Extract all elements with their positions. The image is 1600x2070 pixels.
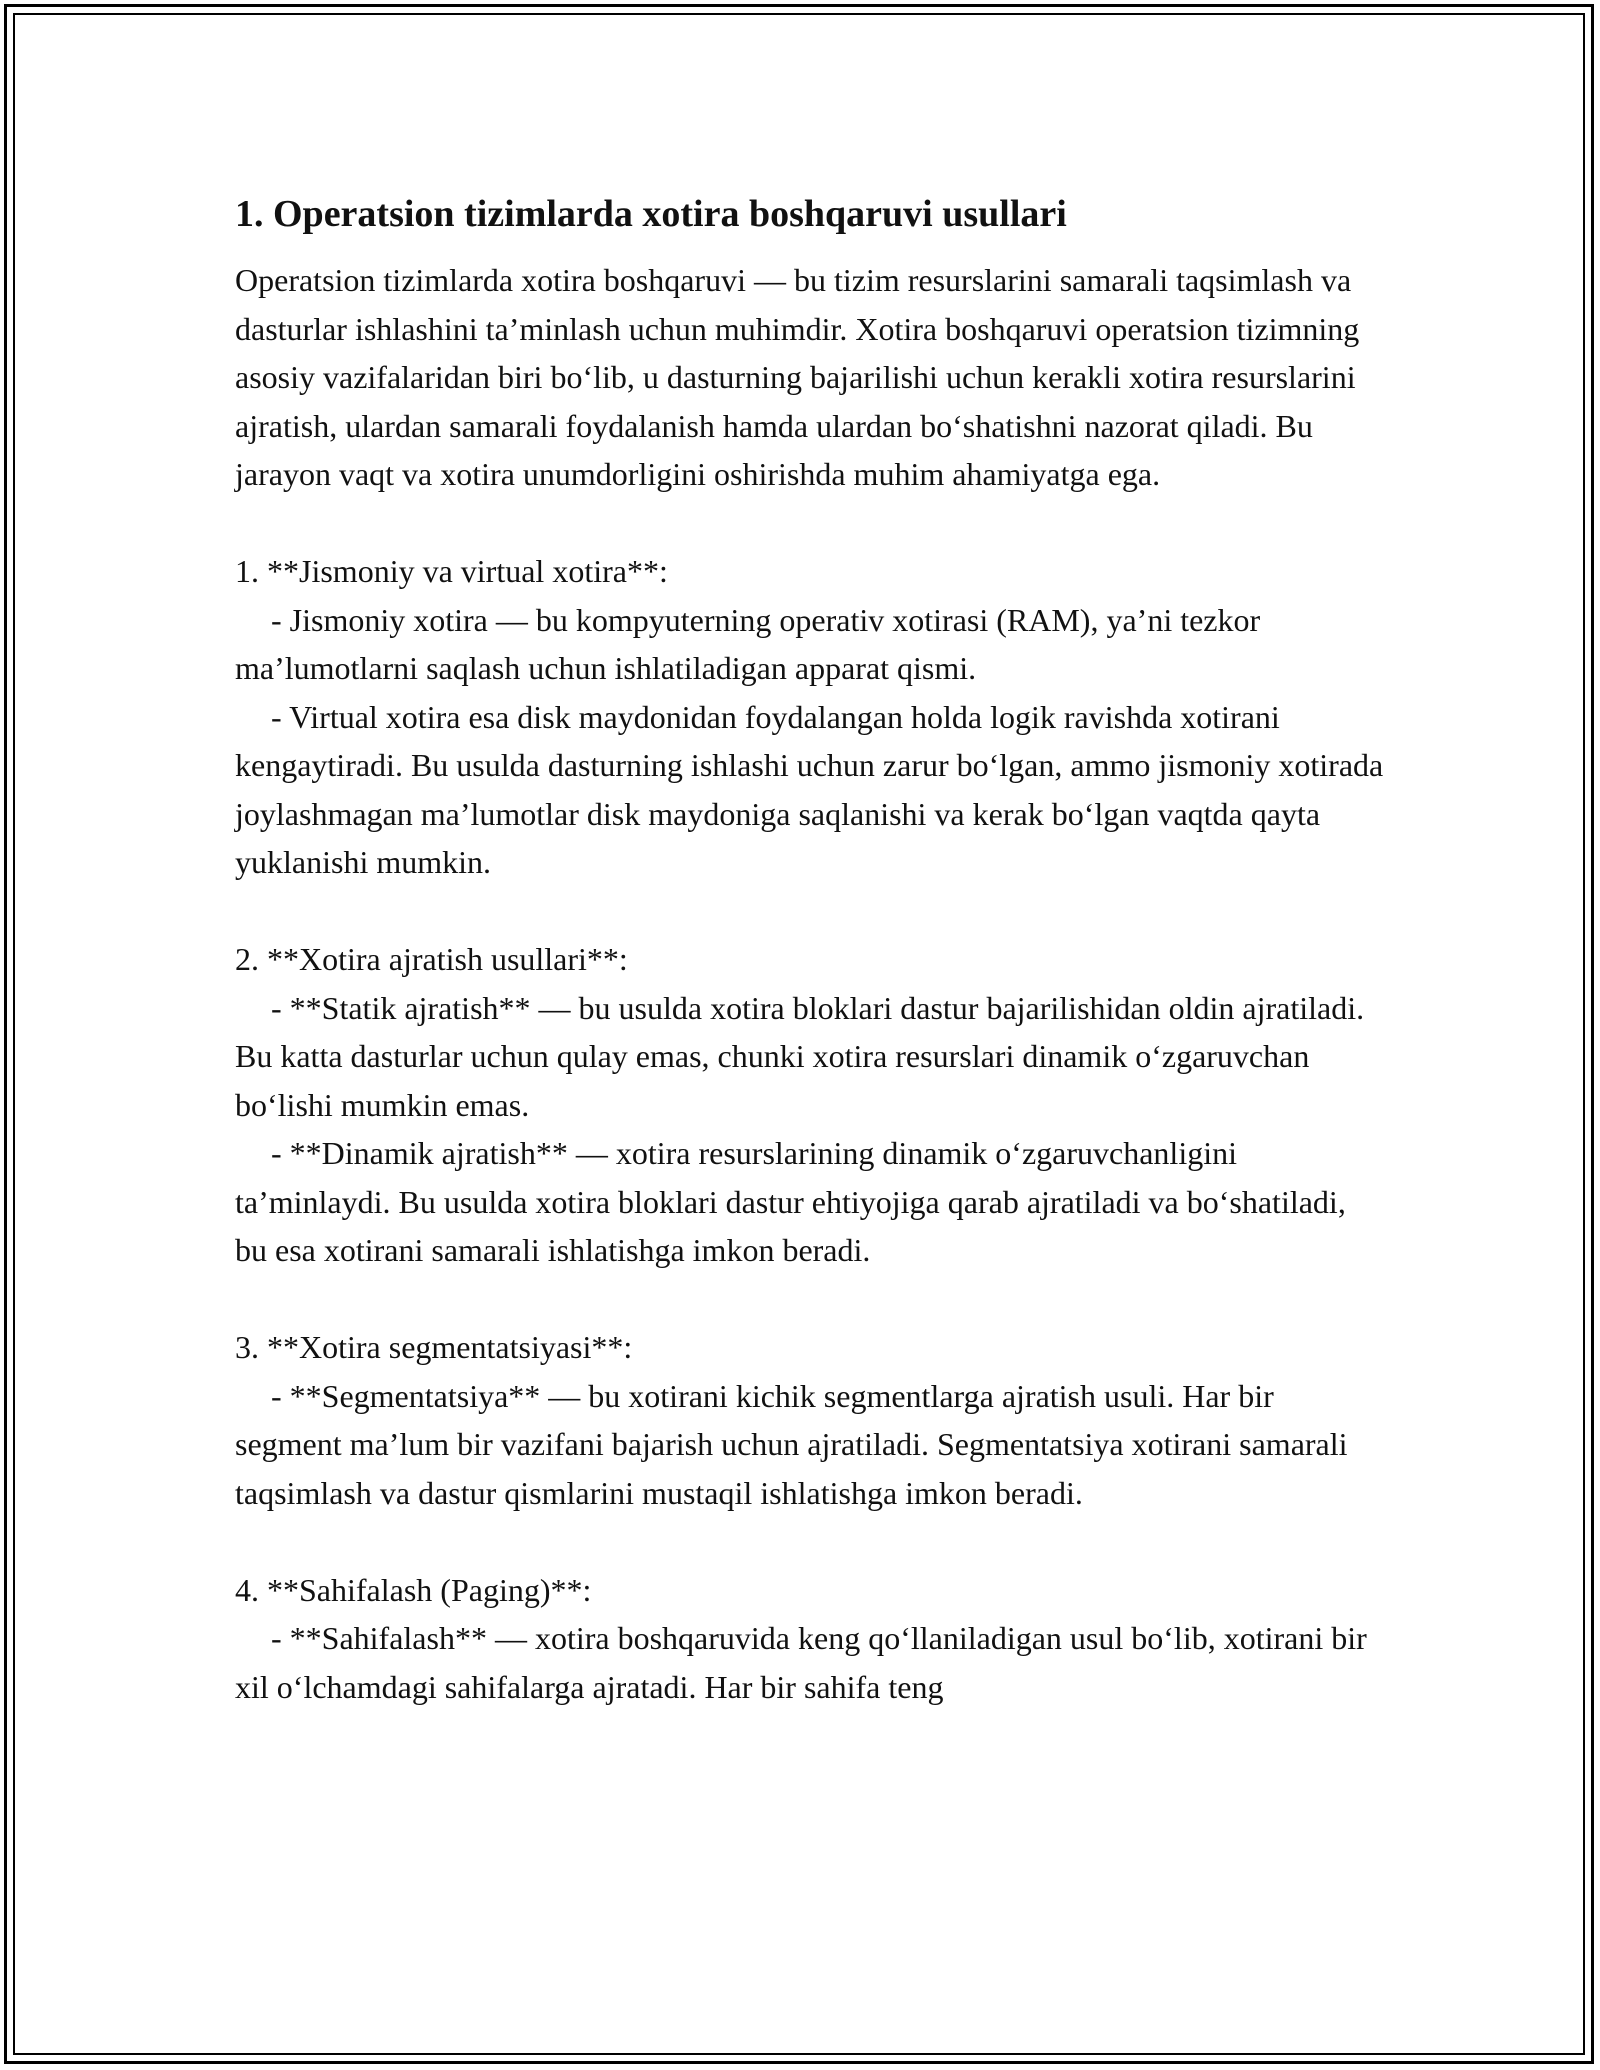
section-heading: 4. **Sahifalash (Paging)**: [235,1571,592,1608]
section-item: - **Segmentatsiya** — bu xotirani kichik segmentlarga ajratish usuli. Har bir segment ma’lum bir vazifani bajarish uchun ajratiladi. Segmentatsiya xotirani samarali taqsimlash va dastur qismlarini mustaqil ishlatishga imkon beradi. [235,1377,1348,1511]
section-item: - **Dinamik ajratish** — xotira resurslarining dinamik o‘zgaruvchanligini ta’minlaydi. Bu usulda xotira bloklari dastur ehtiyojiga qarab ajratiladi va bo‘shatiladi, bu esa xotirani samarali ishlatishga imkon beradi. [235,1135,1346,1268]
intro-paragraph: Operatsion tizimlarda xotira boshqaruvi — bu tizim resurslarini samarali taqsimlash va dasturlar ishlashini ta’minlash uchun muhimdir. Xotira boshqaruvi operatsion tizimning asosiy vazifalaridan biri bo‘lib, u dasturning bajarilishi uchun kerakli xotira resurslarini ajratish, ulardan samarali foydalanish hamda ulardan bo‘shatishni nazorat qiladi. Bu jarayon vaqt va xotira unumdorligini oshirishda muhim ahamiyatga ega. [235,262,1360,492]
paragraph-gap [235,1517,1385,1566]
paragraph-gap [235,887,1385,936]
section-item: - **Statik ajratish** — bu usulda xotira bloklari dastur bajarilishidan oldin ajratiladi. Bu katta dasturlar uchun qulay emas, chunki xotira resurslari dinamik o‘zgaruvchan bo‘lishi mumkin emas. [235,989,1365,1123]
section-segmentation [235,1323,1385,1517]
paragraph-gap [235,1275,1385,1324]
section-item: - Virtual xotira esa disk maydonidan foydalangan holda logik ravishda xotirani kengaytiradi. Bu usulda dasturning ishlashi uchun zarur bo‘lgan, ammo jismoniy xotirada joylashmagan ma’lumotlar disk maydoniga saqlanishi va kerak bo‘lgan vaqtda qayta yuklanishi mumkin. [235,698,1384,880]
section-physical-virtual-memory [235,547,1385,887]
section-heading: 2. **Xotira ajratish usullari**: [235,941,628,977]
section-heading: 3. **Xotira segmentatsiyasi**: [235,1329,633,1365]
section-item: - **Sahifalash** — xotira boshqaruvida keng qo‘llaniladigan usul bo‘lib, xotirani bir xil o‘lchamdagi sahifalarga ajratadi. Har bir sahifa teng [235,1620,1367,1705]
document-body [235,178,1385,1711]
paragraph-gap [235,499,1385,548]
section-paging [235,1566,1385,1712]
section-item: - Jismoniy xotira — bu kompyuterning operativ xotirasi (RAM), ya’ni tezkor ma’lumotlarni saqlash uchun ishlatiladigan apparat qismi. [235,601,1261,686]
section-heading: 1. **Jismoniy va virtual xotira**: [235,553,668,589]
section-allocation-methods [235,935,1385,1275]
document-title: 1. Operatsion tizimlarda xotira boshqaruvi usullari [235,193,1067,235]
